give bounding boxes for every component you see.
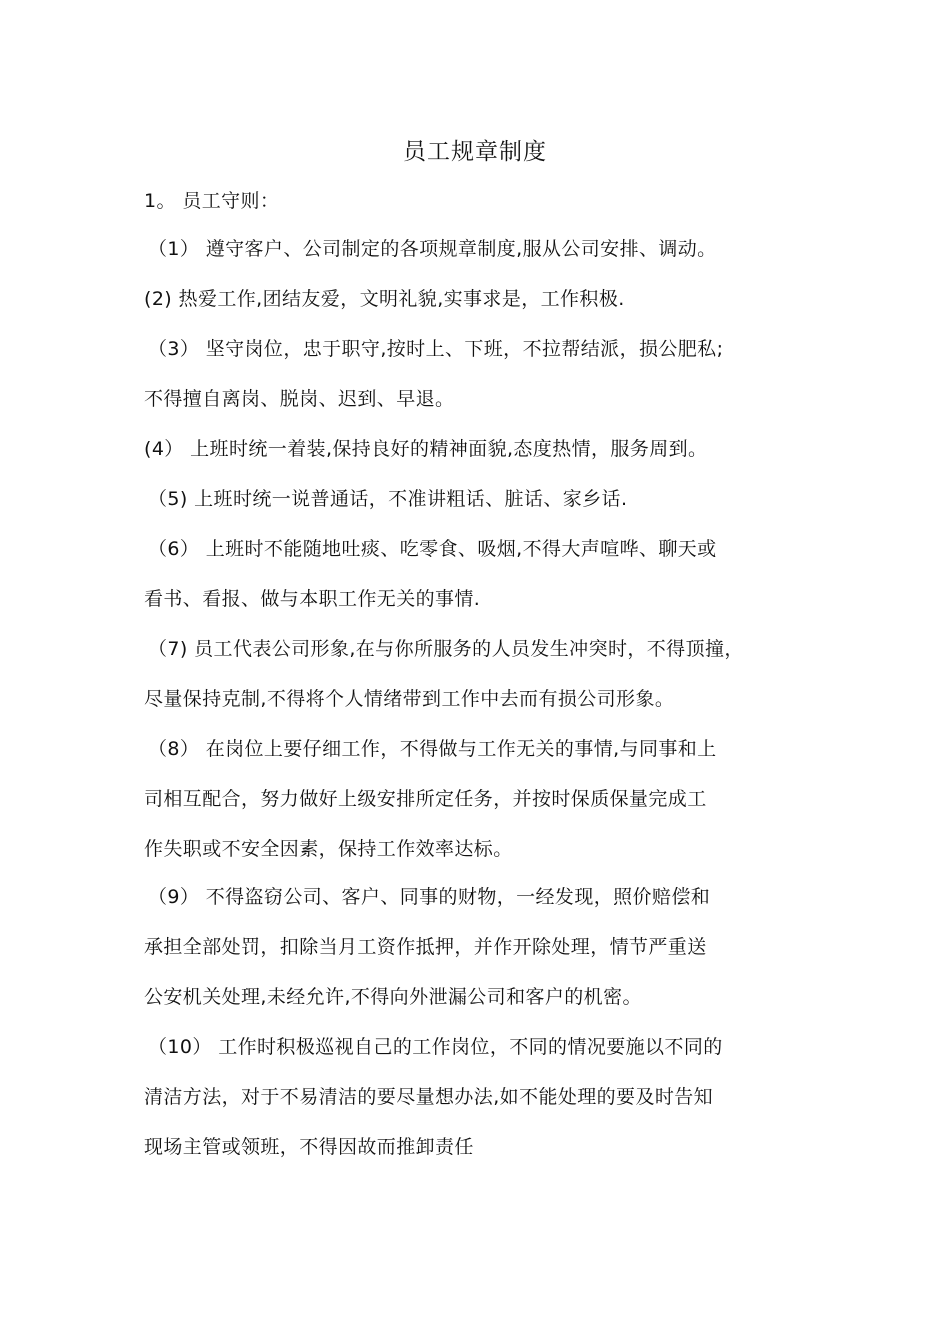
rule-line-12: 司相互配合，努力做好上级安排所定任务，并按时保质保量完成工 — [144, 788, 707, 810]
section-heading: 1。 员工守则： — [144, 190, 280, 212]
rule-line-19: 现场主管或领班，不得因故而推卸责任 — [144, 1136, 474, 1158]
rule-line-18: 清洁方法，对于不易清洁的要尽量想办法,如不能处理的要及时告知 — [144, 1086, 714, 1108]
rule-line-3: （3） 坚守岗位，忠于职守,按时上、下班，不拉帮结派，损公肥私; — [148, 338, 724, 360]
rule-line-1: （1） 遵守客户、公司制定的各项规章制度,服从公司安排、调动。 — [148, 238, 717, 260]
rule-line-2: (2) 热爱工作,团结友爱，文明礼貌,实事求是，工作积极. — [144, 288, 625, 310]
rule-line-4: 不得擅自离岗、脱岗、迟到、早退。 — [144, 388, 455, 410]
rule-line-15: 承担全部处罚，扣除当月工资作抵押，并作开除处理，情节严重送 — [144, 936, 707, 958]
rule-line-14: （9） 不得盗窃公司、客户、同事的财物，一经发现，照价赔偿和 — [148, 886, 711, 908]
rule-line-7: （6） 上班时不能随地吐痰、吃零食、吸烟,不得大声喧哗、聊天或 — [148, 538, 717, 560]
rule-line-6: （5) 上班时统一说普通话，不准讲粗话、脏话、家乡话. — [148, 488, 628, 510]
document-title: 员工规章制度 — [403, 139, 547, 165]
rule-line-9: （7) 员工代表公司形象,在与你所服务的人员发生冲突时，不得顶撞， — [148, 638, 744, 660]
rule-line-10: 尽量保持克制,不得将个人情绪带到工作中去而有损公司形象。 — [144, 688, 675, 710]
rule-line-11: （8） 在岗位上要仔细工作，不得做与工作无关的事情,与同事和上 — [148, 738, 717, 760]
rule-line-17: （10） 工作时积极巡视自己的工作岗位，不同的情况要施以不同的 — [148, 1036, 723, 1058]
rule-line-8: 看书、看报、做与本职工作无关的事情. — [144, 588, 481, 610]
rule-line-16: 公安机关处理,未经允许,不得向外泄漏公司和客户的机密。 — [144, 986, 642, 1008]
rule-line-13: 作失职或不安全因素，保持工作效率达标。 — [144, 838, 513, 860]
rule-line-5: (4） 上班时统一着装,保持良好的精神面貌,态度热情，服务周到。 — [144, 438, 708, 460]
